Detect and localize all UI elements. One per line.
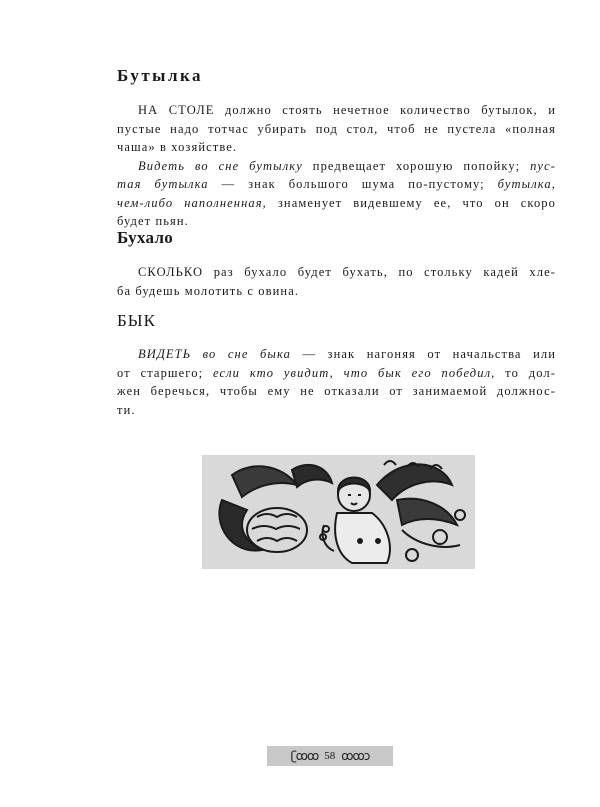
mermaid-drawing: [202, 455, 475, 569]
text-run: знаменует видевшему ее, что он скоро: [266, 195, 556, 210]
text-run: то дол-: [495, 365, 556, 380]
text-run: ти.: [117, 402, 136, 417]
ornament-left-icon: ʗꝏꝏ: [290, 749, 319, 763]
text-line: [117, 120, 556, 139]
text-line: [117, 157, 556, 176]
text-run: — знак нагоняя от начальства или: [290, 347, 556, 361]
italic-run: бутылка,: [497, 177, 556, 191]
text-line: [117, 401, 556, 420]
text-run: от старшего;: [117, 365, 213, 380]
italic-run: пус-: [530, 158, 556, 173]
entry-text-butylka: [117, 101, 556, 231]
italic-run: тая бутылка: [117, 177, 209, 191]
text-line: [117, 138, 556, 157]
ornament-right-icon: ꝏꝏɔ: [341, 749, 370, 763]
text-line: [117, 263, 556, 282]
mermaid-illustration: [202, 455, 475, 569]
text-line: [117, 345, 556, 364]
italic-run: если кто увидит, что бык его победил,: [212, 365, 496, 380]
text-line: [117, 175, 556, 194]
text-run: СКОЛЬКО раз бухало будет бухать, по стольку кадей хле-: [138, 265, 556, 279]
text-line: [117, 101, 556, 120]
text-line: [117, 194, 556, 213]
entry-text-byk: [117, 345, 556, 419]
text-line: [117, 364, 556, 383]
page-footer: [267, 746, 393, 766]
page-number: 58: [324, 750, 336, 762]
text-run: будет пьян.: [117, 214, 189, 228]
text-run: пустые надо тотчас убирать под стол, чтоб не пустела «полная: [117, 121, 556, 136]
entry-heading-byk: БЫК: [117, 311, 156, 330]
entry-heading-butylka: Бутылка: [117, 66, 204, 85]
entry-text-buhalo: [117, 263, 556, 300]
text-run: предвещает хорошую попойку;: [302, 158, 531, 173]
italic-run: ВИДЕТЬ во сне быка: [138, 347, 291, 361]
entry-heading-buhalo: Бухало: [117, 228, 174, 247]
text-run: чаша» в хозяйстве.: [117, 140, 238, 154]
text-line: [117, 212, 556, 231]
text-line: [117, 382, 556, 401]
text-run: жен беречься, чтобы ему не отказали от занимаемой должнос-: [117, 384, 556, 398]
italic-run: чем-либо наполненная,: [117, 195, 267, 210]
italic-run: Видеть во сне бутылку: [138, 158, 303, 173]
text-run: ба будешь молотить с овина.: [117, 283, 300, 298]
text-line: [117, 282, 556, 301]
text-run: НА СТОЛЕ должно стоять нечетное количество бутылок, и: [138, 103, 556, 117]
text-run: — знак большого шума по-пустому;: [208, 177, 498, 191]
